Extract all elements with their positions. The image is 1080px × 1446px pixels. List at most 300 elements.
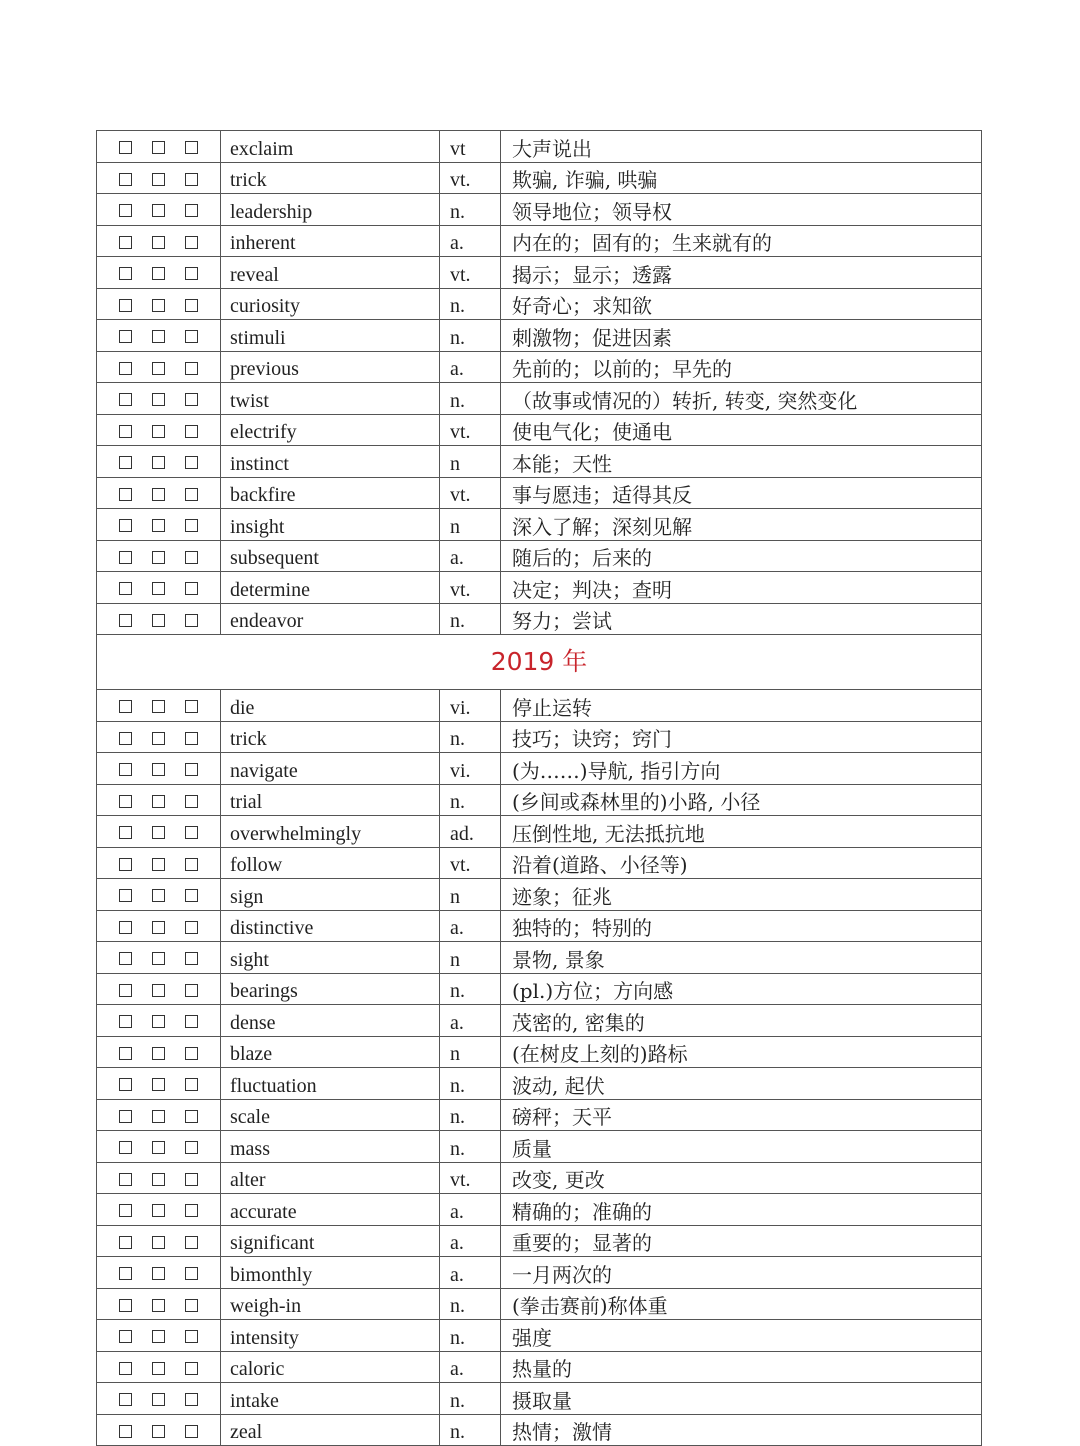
vocab-row	[97, 509, 982, 541]
definition: 领导地位；领导权	[501, 194, 982, 226]
vocab-row	[97, 721, 982, 753]
definition: 沿着(道路、小径等)	[501, 847, 982, 879]
review-checkboxes	[97, 1288, 221, 1320]
vocab-word: bearings	[221, 973, 440, 1005]
review-checkbox[interactable]	[152, 582, 165, 595]
vocab-word: alter	[221, 1162, 440, 1194]
vocab-word: curiosity	[221, 288, 440, 320]
review-checkboxes	[97, 1320, 221, 1352]
review-checkboxes	[97, 1036, 221, 1068]
review-checkbox[interactable]	[119, 519, 132, 532]
vocab-word: follow	[221, 847, 440, 879]
review-checkboxes	[97, 446, 221, 478]
vocab-row	[97, 1131, 982, 1163]
vocab-word: blaze	[221, 1036, 440, 1068]
vocab-word: reveal	[221, 257, 440, 289]
vocab-row	[97, 603, 982, 635]
review-checkbox[interactable]	[152, 1141, 165, 1154]
review-checkbox[interactable]	[119, 330, 132, 343]
definition: 精确的；准确的	[501, 1194, 982, 1226]
review-checkbox[interactable]	[119, 763, 132, 776]
vocab-word: sight	[221, 942, 440, 974]
vocab-word: intensity	[221, 1320, 440, 1352]
vocab-row	[97, 879, 982, 911]
vocab-row	[97, 540, 982, 572]
review-checkbox[interactable]	[152, 1078, 165, 1091]
review-checkboxes	[97, 1005, 221, 1037]
review-checkbox[interactable]	[119, 921, 132, 934]
vocab-row	[97, 1320, 982, 1352]
part-of-speech: vt.	[440, 257, 501, 289]
review-checkbox[interactable]	[119, 425, 132, 438]
definition: 好奇心；求知欲	[501, 288, 982, 320]
review-checkbox[interactable]	[119, 1362, 132, 1375]
review-checkbox[interactable]	[119, 488, 132, 501]
definition: 内在的；固有的；生来就有的	[501, 225, 982, 257]
definition: （故事或情况的）转折, 转变, 突然变化	[501, 383, 982, 415]
part-of-speech: n.	[440, 1099, 501, 1131]
part-of-speech: vi.	[440, 753, 501, 785]
vocab-row	[97, 131, 982, 163]
vocab-row	[97, 973, 982, 1005]
review-checkbox[interactable]	[152, 236, 165, 249]
review-checkbox[interactable]	[152, 267, 165, 280]
review-checkbox[interactable]	[185, 236, 198, 249]
review-checkbox[interactable]	[119, 1236, 132, 1249]
definition: (拳击赛前)称体重	[501, 1288, 982, 1320]
part-of-speech: a.	[440, 1194, 501, 1226]
vocab-word: stimuli	[221, 320, 440, 352]
vocab-row	[97, 1383, 982, 1415]
review-checkbox[interactable]	[119, 826, 132, 839]
review-checkbox[interactable]	[185, 763, 198, 776]
vocab-word: caloric	[221, 1351, 440, 1383]
review-checkboxes	[97, 194, 221, 226]
review-checkboxes	[97, 910, 221, 942]
review-checkbox[interactable]	[185, 1267, 198, 1280]
review-checkbox[interactable]	[119, 1173, 132, 1186]
vocab-word: trick	[221, 721, 440, 753]
vocab-row	[97, 1351, 982, 1383]
review-checkbox[interactable]	[119, 614, 132, 627]
review-checkbox[interactable]	[119, 267, 132, 280]
review-checkboxes	[97, 509, 221, 541]
review-checkboxes	[97, 225, 221, 257]
part-of-speech: n.	[440, 194, 501, 226]
review-checkbox[interactable]	[185, 582, 198, 595]
vocab-word: weigh-in	[221, 1288, 440, 1320]
definition: 一月两次的	[501, 1257, 982, 1289]
review-checkbox[interactable]	[185, 330, 198, 343]
review-checkboxes	[97, 847, 221, 879]
review-checkbox[interactable]	[152, 1362, 165, 1375]
definition: 摄取量	[501, 1383, 982, 1415]
review-checkbox[interactable]	[152, 1267, 165, 1280]
review-checkbox[interactable]	[119, 795, 132, 808]
review-checkboxes	[97, 351, 221, 383]
definition: 揭示；显示；透露	[501, 257, 982, 289]
review-checkbox[interactable]	[119, 1204, 132, 1217]
review-checkbox[interactable]	[152, 141, 165, 154]
part-of-speech: n	[440, 942, 501, 974]
vocab-row	[97, 257, 982, 289]
vocab-word: distinctive	[221, 910, 440, 942]
definition: 热量的	[501, 1351, 982, 1383]
part-of-speech: vt.	[440, 477, 501, 509]
definition: 波动, 起伏	[501, 1068, 982, 1100]
review-checkboxes	[97, 603, 221, 635]
review-checkboxes	[97, 320, 221, 352]
review-checkbox[interactable]	[185, 488, 198, 501]
review-checkbox[interactable]	[119, 1110, 132, 1123]
review-checkbox[interactable]	[185, 425, 198, 438]
definition: 刺激物；促进因素	[501, 320, 982, 352]
part-of-speech: n.	[440, 1068, 501, 1100]
review-checkbox[interactable]	[152, 1015, 165, 1028]
review-checkboxes	[97, 383, 221, 415]
review-checkbox[interactable]	[185, 267, 198, 280]
review-checkbox[interactable]	[119, 1078, 132, 1091]
part-of-speech: vi.	[440, 690, 501, 722]
review-checkbox[interactable]	[119, 732, 132, 745]
review-checkbox[interactable]	[119, 1141, 132, 1154]
review-checkbox[interactable]	[119, 889, 132, 902]
review-checkbox[interactable]	[152, 488, 165, 501]
review-checkbox[interactable]	[185, 1141, 198, 1154]
vocab-word: accurate	[221, 1194, 440, 1226]
vocab-row	[97, 477, 982, 509]
part-of-speech: n	[440, 879, 501, 911]
part-of-speech: a.	[440, 225, 501, 257]
vocab-word: die	[221, 690, 440, 722]
review-checkbox[interactable]	[152, 1204, 165, 1217]
review-checkbox[interactable]	[152, 204, 165, 217]
review-checkbox[interactable]	[185, 889, 198, 902]
review-checkbox[interactable]	[152, 700, 165, 713]
part-of-speech: vt.	[440, 572, 501, 604]
review-checkbox[interactable]	[152, 519, 165, 532]
review-checkbox[interactable]	[119, 204, 132, 217]
review-checkbox[interactable]	[119, 362, 132, 375]
review-checkbox[interactable]	[185, 1299, 198, 1312]
review-checkbox[interactable]	[152, 889, 165, 902]
part-of-speech: a.	[440, 1351, 501, 1383]
definition: 本能；天性	[501, 446, 982, 478]
review-checkbox[interactable]	[119, 700, 132, 713]
part-of-speech: n.	[440, 383, 501, 415]
part-of-speech: vt.	[440, 414, 501, 446]
definition: 技巧；诀窍；窍门	[501, 721, 982, 753]
definition: 迹象；征兆	[501, 879, 982, 911]
review-checkbox[interactable]	[119, 1393, 132, 1406]
review-checkbox[interactable]	[152, 551, 165, 564]
part-of-speech: vt.	[440, 847, 501, 879]
review-checkbox[interactable]	[152, 456, 165, 469]
review-checkbox[interactable]	[152, 795, 165, 808]
review-checkbox[interactable]	[119, 1299, 132, 1312]
review-checkboxes	[97, 1225, 221, 1257]
part-of-speech: n	[440, 446, 501, 478]
review-checkbox[interactable]	[185, 1425, 198, 1438]
vocab-row	[97, 162, 982, 194]
year-heading: 2019 年	[97, 635, 982, 690]
review-checkbox[interactable]	[119, 551, 132, 564]
review-checkbox[interactable]	[185, 1330, 198, 1343]
review-checkbox[interactable]	[152, 1047, 165, 1060]
review-checkbox[interactable]	[152, 362, 165, 375]
vocab-word: scale	[221, 1099, 440, 1131]
review-checkbox[interactable]	[152, 173, 165, 186]
vocab-row	[97, 942, 982, 974]
vocab-word: exclaim	[221, 131, 440, 163]
review-checkbox[interactable]	[119, 952, 132, 965]
definition: 随后的；后来的	[501, 540, 982, 572]
review-checkbox[interactable]	[185, 795, 198, 808]
review-checkbox[interactable]	[185, 1393, 198, 1406]
review-checkboxes	[97, 540, 221, 572]
review-checkbox[interactable]	[119, 1425, 132, 1438]
part-of-speech: n.	[440, 1131, 501, 1163]
vocab-row	[97, 753, 982, 785]
review-checkbox[interactable]	[152, 826, 165, 839]
vocab-row	[97, 194, 982, 226]
vocab-word: endeavor	[221, 603, 440, 635]
part-of-speech: n	[440, 509, 501, 541]
vocab-row	[97, 1257, 982, 1289]
review-checkboxes	[97, 477, 221, 509]
vocab-row	[97, 572, 982, 604]
review-checkbox[interactable]	[185, 1078, 198, 1091]
review-checkbox[interactable]	[152, 1299, 165, 1312]
vocabulary-table	[96, 130, 982, 1446]
review-checkbox[interactable]	[152, 393, 165, 406]
definition: 独特的；特别的	[501, 910, 982, 942]
definition: 事与愿违；适得其反	[501, 477, 982, 509]
review-checkbox[interactable]	[185, 984, 198, 997]
review-checkboxes	[97, 1068, 221, 1100]
vocab-word: mass	[221, 1131, 440, 1163]
vocab-row	[97, 1036, 982, 1068]
definition: (pl.)方位；方向感	[501, 973, 982, 1005]
definition: 停止运转	[501, 690, 982, 722]
review-checkbox[interactable]	[185, 732, 198, 745]
review-checkbox[interactable]	[119, 1267, 132, 1280]
review-checkbox[interactable]	[119, 984, 132, 997]
vocab-row	[97, 225, 982, 257]
review-checkbox[interactable]	[119, 582, 132, 595]
review-checkbox[interactable]	[152, 763, 165, 776]
review-checkbox[interactable]	[119, 299, 132, 312]
review-checkbox[interactable]	[152, 952, 165, 965]
review-checkbox[interactable]	[185, 173, 198, 186]
review-checkbox[interactable]	[185, 1204, 198, 1217]
vocab-row	[97, 1099, 982, 1131]
review-checkbox[interactable]	[185, 826, 198, 839]
part-of-speech: n.	[440, 320, 501, 352]
vocabulary-table-body	[97, 131, 982, 1446]
vocab-row	[97, 383, 982, 415]
part-of-speech: vt	[440, 131, 501, 163]
review-checkbox[interactable]	[119, 858, 132, 871]
vocab-word: twist	[221, 383, 440, 415]
review-checkbox[interactable]	[185, 456, 198, 469]
review-checkbox[interactable]	[119, 173, 132, 186]
definition: 茂密的, 密集的	[501, 1005, 982, 1037]
part-of-speech: a.	[440, 1005, 501, 1037]
review-checkbox[interactable]	[185, 519, 198, 532]
review-checkboxes	[97, 690, 221, 722]
review-checkbox[interactable]	[152, 1110, 165, 1123]
review-checkbox[interactable]	[185, 204, 198, 217]
review-checkbox[interactable]	[185, 141, 198, 154]
review-checkbox[interactable]	[119, 1330, 132, 1343]
definition: 强度	[501, 1320, 982, 1352]
review-checkbox[interactable]	[185, 614, 198, 627]
part-of-speech: n.	[440, 1320, 501, 1352]
definition: (乡间或森林里的)小路, 小径	[501, 784, 982, 816]
year-heading-row	[97, 635, 982, 690]
review-checkbox[interactable]	[152, 984, 165, 997]
part-of-speech: vt.	[440, 162, 501, 194]
vocab-row	[97, 1288, 982, 1320]
vocab-word: previous	[221, 351, 440, 383]
review-checkboxes	[97, 131, 221, 163]
vocab-row	[97, 288, 982, 320]
review-checkboxes	[97, 1383, 221, 1415]
definition: (为……)导航, 指引方向	[501, 753, 982, 785]
part-of-speech: a.	[440, 540, 501, 572]
review-checkbox[interactable]	[119, 1047, 132, 1060]
vocab-row	[97, 910, 982, 942]
vocab-word: backfire	[221, 477, 440, 509]
vocab-word: inherent	[221, 225, 440, 257]
review-checkboxes	[97, 1257, 221, 1289]
review-checkbox[interactable]	[185, 700, 198, 713]
part-of-speech: n.	[440, 603, 501, 635]
definition: 压倒性地, 无法抵抗地	[501, 816, 982, 848]
vocab-word: fluctuation	[221, 1068, 440, 1100]
vocab-row	[97, 320, 982, 352]
review-checkboxes	[97, 572, 221, 604]
review-checkboxes	[97, 753, 221, 785]
review-checkbox[interactable]	[185, 1110, 198, 1123]
definition: 重要的；显著的	[501, 1225, 982, 1257]
review-checkboxes	[97, 1194, 221, 1226]
part-of-speech: n.	[440, 973, 501, 1005]
part-of-speech: n.	[440, 721, 501, 753]
review-checkbox[interactable]	[152, 1425, 165, 1438]
review-checkbox[interactable]	[185, 1047, 198, 1060]
review-checkbox[interactable]	[152, 921, 165, 934]
review-checkbox[interactable]	[152, 1330, 165, 1343]
part-of-speech: vt.	[440, 1162, 501, 1194]
part-of-speech: a.	[440, 1257, 501, 1289]
definition: 大声说出	[501, 131, 982, 163]
review-checkbox[interactable]	[185, 1362, 198, 1375]
definition: 深入了解；深刻见解	[501, 509, 982, 541]
part-of-speech: n.	[440, 1383, 501, 1415]
review-checkbox[interactable]	[152, 1173, 165, 1186]
review-checkbox[interactable]	[185, 921, 198, 934]
review-checkbox[interactable]	[152, 1393, 165, 1406]
definition: (在树皮上刻的)路标	[501, 1036, 982, 1068]
review-checkbox[interactable]	[119, 1015, 132, 1028]
vocab-word: insight	[221, 509, 440, 541]
review-checkboxes	[97, 784, 221, 816]
part-of-speech: n.	[440, 288, 501, 320]
review-checkbox[interactable]	[152, 330, 165, 343]
review-checkbox[interactable]	[152, 1236, 165, 1249]
vocab-row	[97, 1005, 982, 1037]
definition: 景物, 景象	[501, 942, 982, 974]
vocab-row	[97, 847, 982, 879]
vocab-word: subsequent	[221, 540, 440, 572]
vocab-word: instinct	[221, 446, 440, 478]
vocab-row	[97, 690, 982, 722]
review-checkboxes	[97, 816, 221, 848]
part-of-speech: n.	[440, 784, 501, 816]
vocab-row	[97, 446, 982, 478]
vocab-row	[97, 351, 982, 383]
definition: 努力；尝试	[501, 603, 982, 635]
part-of-speech: ad.	[440, 816, 501, 848]
vocab-word: trick	[221, 162, 440, 194]
review-checkboxes	[97, 1351, 221, 1383]
review-checkbox[interactable]	[152, 299, 165, 312]
review-checkbox[interactable]	[185, 299, 198, 312]
review-checkbox[interactable]	[119, 393, 132, 406]
part-of-speech: a.	[440, 910, 501, 942]
definition: 热情；激情	[501, 1414, 982, 1446]
review-checkboxes	[97, 973, 221, 1005]
review-checkboxes	[97, 1099, 221, 1131]
review-checkbox[interactable]	[185, 551, 198, 564]
review-checkbox[interactable]	[119, 236, 132, 249]
review-checkbox[interactable]	[152, 614, 165, 627]
review-checkbox[interactable]	[119, 141, 132, 154]
vocab-word: significant	[221, 1225, 440, 1257]
review-checkbox[interactable]	[185, 1015, 198, 1028]
vocab-word: overwhelmingly	[221, 816, 440, 848]
review-checkboxes	[97, 162, 221, 194]
review-checkbox[interactable]	[119, 456, 132, 469]
review-checkbox[interactable]	[185, 858, 198, 871]
review-checkboxes	[97, 879, 221, 911]
review-checkbox[interactable]	[185, 393, 198, 406]
review-checkbox[interactable]	[185, 1173, 198, 1186]
review-checkbox[interactable]	[152, 858, 165, 871]
review-checkboxes	[97, 1162, 221, 1194]
vocab-word: bimonthly	[221, 1257, 440, 1289]
definition: 质量	[501, 1131, 982, 1163]
vocab-row	[97, 1162, 982, 1194]
review-checkbox[interactable]	[185, 362, 198, 375]
part-of-speech: n.	[440, 1414, 501, 1446]
definition: 先前的；以前的；早先的	[501, 351, 982, 383]
review-checkboxes	[97, 257, 221, 289]
review-checkbox[interactable]	[152, 732, 165, 745]
vocab-row	[97, 784, 982, 816]
review-checkboxes	[97, 942, 221, 974]
review-checkbox[interactable]	[152, 425, 165, 438]
vocab-word: navigate	[221, 753, 440, 785]
definition: 决定；判决；查明	[501, 572, 982, 604]
review-checkbox[interactable]	[185, 952, 198, 965]
review-checkboxes	[97, 288, 221, 320]
vocab-word: determine	[221, 572, 440, 604]
vocab-word: trial	[221, 784, 440, 816]
review-checkbox[interactable]	[185, 1236, 198, 1249]
